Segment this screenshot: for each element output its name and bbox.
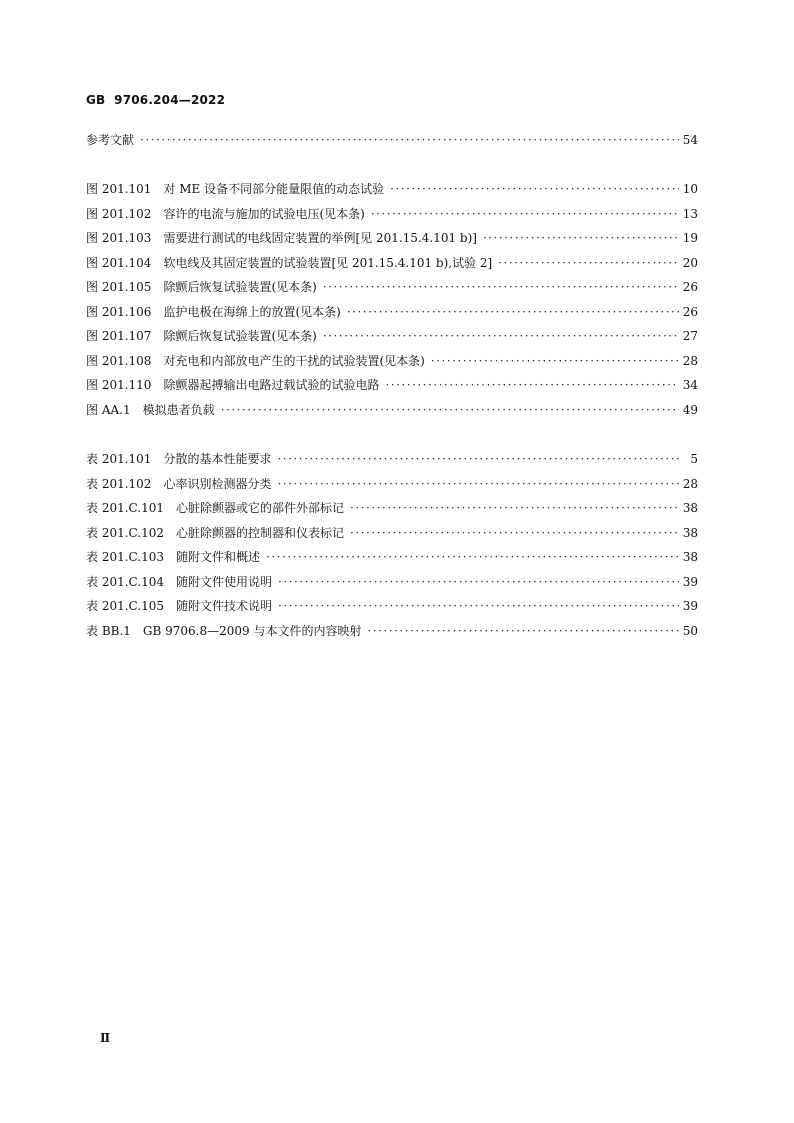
leader-dots — [347, 300, 679, 325]
figure-number: 图 201.110 — [86, 378, 152, 392]
table-number: 表 201.101 — [86, 452, 152, 466]
figure-title: 监护电极在海绵上的放置(见本条) — [163, 304, 341, 319]
toc-entry-figure[interactable] — [86, 398, 698, 423]
document-code-header: GB 9706.204—2022 — [86, 93, 226, 107]
toc-entry-table[interactable] — [86, 496, 698, 521]
figure-number: 图 201.106 — [86, 304, 152, 319]
figure-title: 除颤器起搏输出电路过载试验的试验电路 — [163, 378, 380, 392]
table-page: 50 — [682, 623, 698, 638]
figure-number: 图 201.104 — [86, 255, 152, 270]
table-title: GB 9706.8—2009 与本文件的内容映射 — [142, 623, 362, 638]
leader-dots — [431, 349, 679, 374]
toc-entry-figure[interactable] — [86, 373, 698, 398]
table-title: 分散的基本性能要求 — [163, 452, 272, 466]
leader-dots — [221, 398, 679, 423]
leader-dots — [390, 177, 679, 202]
figure-page: 20 — [682, 255, 698, 270]
table-number: 表 201.C.102 — [86, 525, 165, 540]
figure-number: 图 201.102 — [86, 206, 152, 221]
table-title: 心脏除颤器的控制器和仪表标记 — [176, 525, 345, 540]
figure-number: 图 201.107 — [86, 329, 152, 343]
figure-page: 13 — [682, 206, 698, 221]
figure-title: 除颤后恢复试验装置(见本条) — [163, 280, 317, 294]
table-page: 39 — [682, 574, 698, 589]
figure-number: 图 201.101 — [86, 182, 152, 196]
toc-entry-table[interactable] — [86, 619, 698, 644]
leader-dots — [323, 324, 679, 349]
table-page: 38 — [682, 525, 698, 540]
figure-page: 19 — [682, 231, 698, 245]
figure-number: 图 201.108 — [86, 353, 152, 368]
toc-entry-table[interactable] — [86, 472, 698, 497]
figure-title: 对充电和内部放电产生的干扰的试验装置(见本条) — [163, 353, 425, 368]
table-page: 38 — [682, 550, 698, 564]
table-number: 表 BB.1 — [86, 623, 131, 638]
leader-dots — [277, 472, 678, 497]
table-title: 随附文件技术说明 — [176, 599, 273, 613]
figure-page: 28 — [682, 353, 698, 368]
toc-entry-figure[interactable] — [86, 251, 698, 276]
toc-entry-table[interactable] — [86, 447, 698, 472]
leader-dots — [350, 496, 679, 521]
leader-dots — [266, 545, 679, 570]
table-number: 表 201.C.105 — [86, 599, 165, 613]
figure-page: 34 — [682, 378, 698, 392]
leader-dots — [323, 275, 679, 300]
figure-title: 容许的电流与施加的试验电压(见本条) — [163, 206, 365, 221]
table-title: 心脏除颤器或它的部件外部标记 — [176, 501, 345, 515]
toc-entry-references[interactable] — [86, 128, 698, 153]
toc-entry-table[interactable] — [86, 521, 698, 546]
toc-entry-table[interactable] — [86, 545, 698, 570]
figure-title: 需要进行测试的电线固定装置的举例[见 201.15.4.101 b)] — [163, 231, 477, 245]
leader-dots — [371, 202, 679, 227]
toc-entry-figure[interactable] — [86, 226, 698, 251]
leader-dots — [498, 251, 678, 276]
figure-title: 软电线及其固定装置的试验装置[见 201.15.4.101 b),试验 2] — [163, 255, 493, 270]
toc-entry-figure[interactable] — [86, 275, 698, 300]
leader-dots — [140, 128, 679, 153]
table-page: 5 — [690, 452, 698, 466]
figure-number: 图 201.105 — [86, 280, 152, 294]
table-number: 表 201.C.103 — [86, 550, 165, 564]
figure-page: 26 — [682, 280, 698, 294]
leader-dots — [277, 447, 680, 472]
toc-entry-figure[interactable] — [86, 177, 698, 202]
table-number: 表 201.C.104 — [86, 574, 165, 589]
toc-entry-title: 参考文献 — [86, 133, 135, 147]
leader-dots — [385, 373, 678, 398]
leader-dots — [278, 570, 679, 595]
figure-title: 模拟患者负载 — [142, 402, 215, 417]
toc-entry-page: 54 — [682, 133, 698, 147]
figure-page: 26 — [682, 304, 698, 319]
toc-entry-table[interactable] — [86, 570, 698, 595]
toc-entry-figure[interactable] — [86, 300, 698, 325]
references-entry-list — [86, 128, 698, 153]
table-number: 表 201.102 — [86, 476, 152, 491]
table-title: 随附文件和概述 — [176, 550, 261, 564]
toc-entry-table[interactable] — [86, 594, 698, 619]
figure-number: 图 201.103 — [86, 231, 152, 245]
figure-title: 除颤后恢复试验装置(见本条) — [163, 329, 317, 343]
figure-page: 27 — [682, 329, 698, 343]
table-list — [86, 447, 698, 643]
table-title: 随附文件使用说明 — [176, 574, 273, 589]
table-page: 39 — [682, 599, 698, 613]
table-number: 表 201.C.101 — [86, 501, 165, 515]
figure-list — [86, 177, 698, 422]
leader-dots — [350, 521, 679, 546]
leader-dots — [278, 594, 679, 619]
toc-entry-figure[interactable] — [86, 349, 698, 374]
page-number: Ⅱ — [100, 1031, 111, 1045]
table-page: 28 — [682, 476, 698, 491]
figure-number: 图 AA.1 — [86, 402, 131, 417]
toc-entry-figure[interactable] — [86, 324, 698, 349]
table-title: 心率识别检测器分类 — [163, 476, 272, 491]
leader-dots — [483, 226, 679, 251]
figure-page: 49 — [682, 402, 698, 417]
toc-entry-figure[interactable] — [86, 202, 698, 227]
leader-dots — [367, 619, 678, 644]
figure-page: 10 — [682, 182, 698, 196]
figure-title: 对 ME 设备不同部分能量限值的动态试验 — [163, 182, 385, 196]
table-page: 38 — [682, 501, 698, 515]
